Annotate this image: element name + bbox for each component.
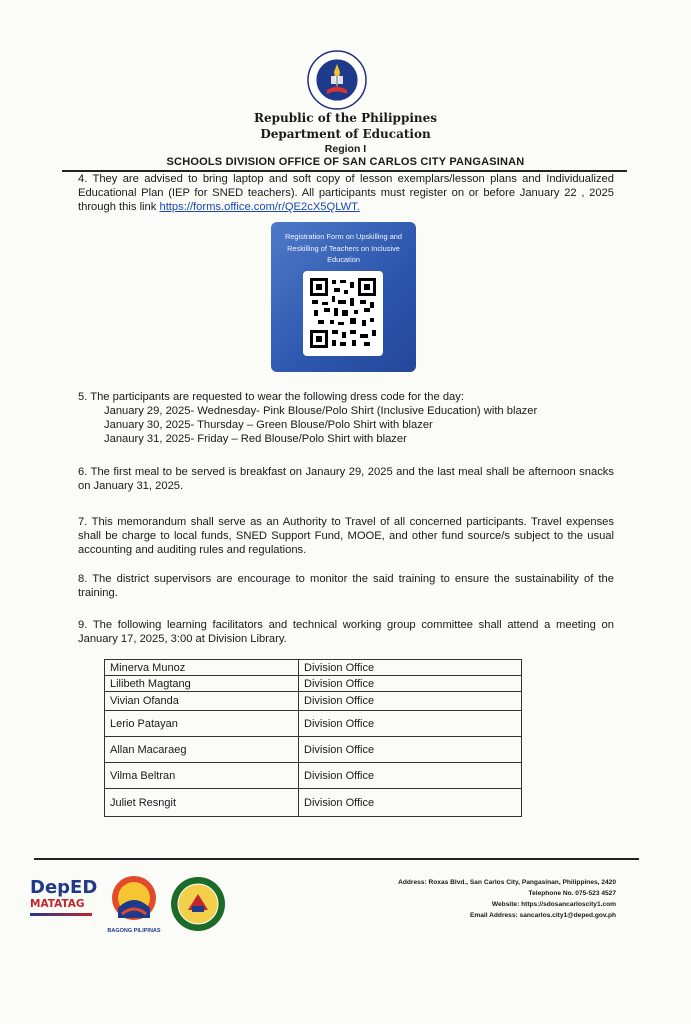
matatag-logo-text: MATATAG (30, 898, 85, 910)
facilitator-name: Lilibeth Magtang (105, 676, 299, 692)
qr-code-icon[interactable] (310, 278, 376, 348)
deped-matatag-logo (30, 878, 98, 916)
item-9: 9. The following learning facilitators and technical working group committee shall attend a meeting on January 17, 2025, 3:00 at Division Library. (78, 619, 614, 645)
item-4 (78, 172, 614, 214)
facilitator-office: Division Office (299, 692, 522, 711)
deped-logo-text: DepED (30, 877, 98, 898)
matatag-underline (30, 913, 92, 916)
facilitator-name: Vivian Ofanda (105, 692, 299, 711)
facilitators-table (104, 659, 522, 817)
bagong-pilipinas-logo (108, 874, 160, 934)
table-row (105, 763, 522, 789)
facilitator-name: Vilma Beltran (105, 763, 299, 789)
table-row (105, 676, 522, 692)
registration-link[interactable]: https://forms.office.com/r/QE2cX5QLWT. (159, 201, 360, 213)
deped-seal-logo (307, 50, 367, 110)
item-5-intro: 5. The participants are requested to wear the following dress code for the day: (78, 391, 464, 403)
table-row (105, 660, 522, 676)
bagong-pilipinas-text: BAGONG PILIPINAS (107, 928, 161, 934)
dress-code-line-3: Janaury 31, 2025- Friday – Red Blouse/Polo Shirt with blazer (104, 433, 407, 445)
item-6: 6. The first meal to be served is breakfast on Janaury 29, 2025 and the last meal shall be afternoon snacks on January 31, 2025. (78, 466, 614, 492)
dress-code-line-1: January 29, 2025- Wednesday- Pink Blouse/Polo Shirt (Inclusive Education) with blazer (104, 405, 538, 417)
table-row (105, 737, 522, 763)
footer-email[interactable]: Email Address: sancarlos.city1@deped.gov.ph (469, 912, 616, 919)
facilitator-name: Juliet Resngit (105, 789, 299, 817)
header-region: Region I (324, 143, 367, 155)
qr-title: Registration Form on Upskilling and Reskilling of Teachers on Inclusive Education (284, 232, 403, 264)
facilitator-office: Division Office (299, 660, 522, 676)
table-row (105, 692, 522, 711)
item-8: 8. The district supervisors are encourage to monitor the said training to ensure the sustainability of the training. (78, 573, 614, 599)
facilitator-name: Allan Macaraeg (105, 737, 299, 763)
header-office: SCHOOLS DIVISION OFFICE OF SAN CARLOS CITY PANGASINAN (166, 156, 525, 168)
facilitator-office: Division Office (299, 676, 522, 692)
header-republic: Republic of the Philippines (253, 111, 438, 125)
item-7: 7. This memorandum shall serve as an Authority to Travel of all concerned participants. Travel expenses shall be charge to local funds, SNED Support Fund, MOOE, and other fund source/s subject to the usual accounting and auditing rules and regulations. (78, 516, 614, 556)
item-4-text: 4. They are advised to bring laptop and soft copy of lesson exemplars/lesson plans and Individualized Educational Plan (IEP for SNED teachers). All participants must register on or before January 22 , 2025 through this link (78, 173, 614, 213)
facilitator-name: Minerva Munoz (105, 660, 299, 676)
table-row (105, 789, 522, 817)
facilitator-office: Division Office (299, 737, 522, 763)
footer-divider (34, 858, 639, 860)
sdo-san-carlos-seal-logo (170, 876, 226, 932)
dress-code-line-2: January 30, 2025- Thursday – Green Blouse/Polo Shirt with blazer (104, 419, 433, 431)
footer-address: Address: Roxas Blvd., San Carlos City, Pangasinan, Philippines, 2420 (398, 879, 616, 886)
footer-website[interactable]: Website: https://sdosancarloscity1.com (491, 901, 616, 908)
facilitator-name: Lerio Patayan (105, 711, 299, 737)
table-row (105, 711, 522, 737)
header-department: Department of Education (260, 127, 431, 141)
facilitator-office: Division Office (299, 711, 522, 737)
footer-telephone: Telephone No. 075-523 4527 (528, 890, 616, 897)
facilitator-office: Division Office (299, 789, 522, 817)
facilitator-office: Division Office (299, 763, 522, 789)
